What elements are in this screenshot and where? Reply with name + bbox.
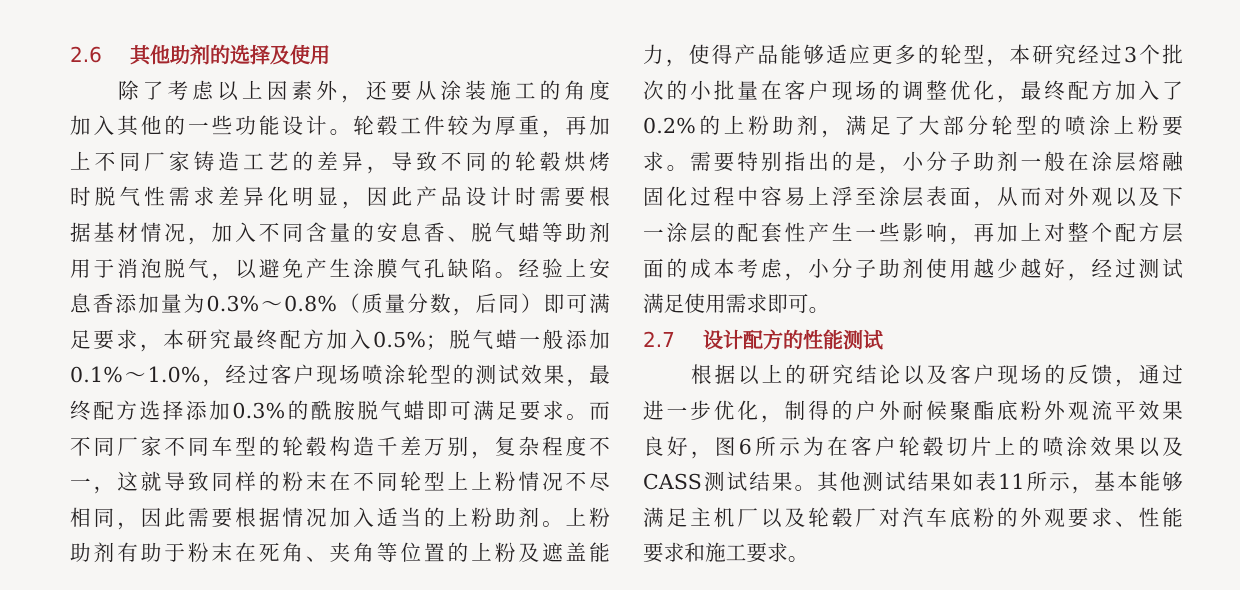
paragraph-line: 0.1%～1.0%，经过客户现场喷涂轮型的测试效果，最 bbox=[70, 363, 610, 388]
left-column bbox=[70, 38, 610, 572]
section-number: 2.7 bbox=[643, 327, 675, 352]
paragraph-line: 息香添加量为0.3%～0.8%（质量分数，后同）即可满 bbox=[70, 292, 610, 317]
paragraph-line: 良好，图6所示为在客户轮毂切片上的喷涂效果以及 bbox=[643, 434, 1183, 459]
paragraph-line: 一涂层的配套性产生一些影响，再加上对整个配方层 bbox=[643, 220, 1183, 245]
paragraph-line: 进一步优化，制得的户外耐候聚酯底粉外观流平效果 bbox=[643, 398, 1183, 423]
paragraph-line: 终配方选择添加0.3%的酰胺脱气蜡即可满足要求。而 bbox=[70, 398, 610, 423]
paragraph-line: 力，使得产品能够适应更多的轮型，本研究经过3个批 bbox=[643, 43, 1183, 67]
paragraph-line: 相同，因此需要根据情况加入适当的上粉助剂。上粉 bbox=[70, 505, 610, 530]
paragraph-line: 根据以上的研究结论以及客户现场的反馈，通过 bbox=[691, 363, 1183, 388]
paragraph-line: 不同厂家不同车型的轮毂构造千差万别，复杂程度不 bbox=[70, 434, 610, 459]
paragraph-line: 上不同厂家铸造工艺的差异，导致不同的轮毂烘烤 bbox=[70, 149, 610, 174]
paragraph-line: 一，这就导致同样的粉末在不同轮型上上粉情况不尽 bbox=[70, 470, 610, 495]
paragraph-line: 据基材情况，加入不同含量的安息香、脱气蜡等助剂 bbox=[70, 220, 610, 245]
right-column bbox=[643, 38, 1183, 572]
paragraph-line: 满足使用需求即可。 bbox=[643, 292, 830, 317]
section-title: 其他助剂的选择及使用 bbox=[130, 43, 330, 67]
section-number: 2.6 bbox=[70, 43, 102, 67]
paragraph-line: 求。需要特别指出的是，小分子助剂一般在涂层熔融 bbox=[643, 149, 1183, 174]
paragraph-line: CASS测试结果。其他测试结果如表11所示，基本能够 bbox=[643, 470, 1183, 495]
section-heading-2-6 bbox=[70, 38, 610, 74]
paragraph-line: 0.2%的上粉助剂，满足了大部分轮型的喷涂上粉要 bbox=[643, 114, 1183, 139]
paragraph-line: 满足主机厂以及轮毂厂对汽车底粉的外观要求、性能 bbox=[643, 505, 1183, 530]
paragraph-line: 次的小批量在客户现场的调整优化，最终配方加入了 bbox=[643, 78, 1183, 103]
paragraph-line: 面的成本考虑，小分子助剂使用越少越好，经过测试 bbox=[643, 256, 1183, 281]
paragraph-line: 用于消泡脱气，以避免产生涂膜气孔缺陷。经验上安 bbox=[70, 256, 610, 281]
paragraph-line: 时脱气性需求差异化明显，因此产品设计时需要根 bbox=[70, 185, 610, 210]
paragraph-line: 要求和施工要求。 bbox=[643, 541, 809, 566]
paragraph-line: 足要求，本研究最终配方加入0.5%；脱气蜡一般添加 bbox=[70, 327, 610, 352]
paragraph-line: 固化过程中容易上浮至涂层表面，从而对外观以及下 bbox=[643, 185, 1183, 210]
paragraph-line: 助剂有助于粉末在死角、夹角等位置的上粉及遮盖能 bbox=[70, 541, 610, 566]
section-title: 设计配方的性能测试 bbox=[703, 327, 883, 352]
paragraph-line: 除了考虑以上因素外，还要从涂装施工的角度 bbox=[118, 78, 610, 103]
paragraph-line: 加入其他的一些功能设计。轮毂工件较为厚重，再加 bbox=[70, 114, 610, 139]
section-heading-2-7 bbox=[643, 323, 1183, 359]
